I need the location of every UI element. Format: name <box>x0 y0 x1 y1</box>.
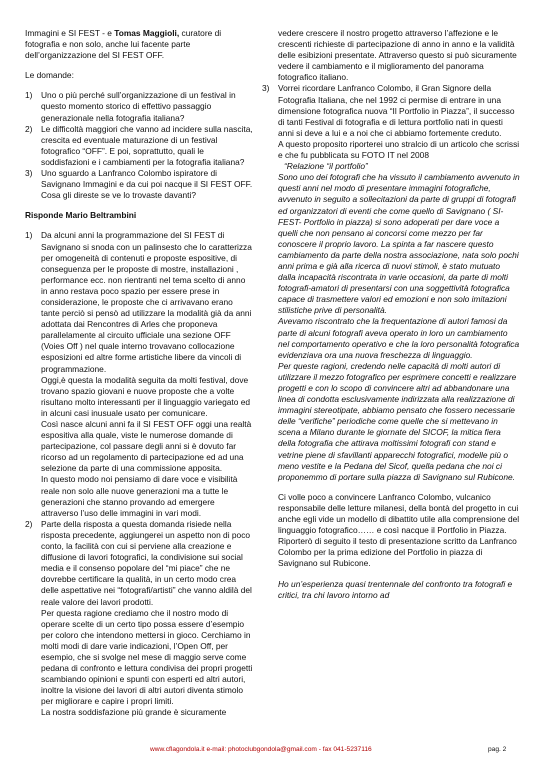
intro-post: curatore di fotografia e non solo, anche lui facente parte dell’organizzazione del SI FEST OFF. <box>25 28 222 61</box>
quote-paragraph: Avevamo riscontrato che la frequentazione di autori famosi da parte di alcuni fotografi aveva operato in loro un cambiamento nel comportamento operativo e che la loro personalità fotografica evidenziava ora una nuova freschezza di linguaggio. <box>278 316 520 360</box>
answer-1-paragraph: Oggi,è questa la modalità seguita da molti festival, dove trovano spazio giovani e nuove proposte che a volte risultano molto interessanti per il linguaggio variegato ed in alcuni casi inusuale usato per comunicare. <box>41 374 251 418</box>
quote-paragraph: Per queste ragioni, credendo nelle capacità di molti autori di utilizzare il mezzo fotografico per esprimere concetti e realizzare progetti e con lo scopo di convincere altri ad abbandonare una linea di condotta esclusivamente indirizzata alla realizzazione di immagini stereotipate, abbiamo pensato che fossero necessarie delle “verifiche” periodiche come quelle che si mettevano in scena a Milano durante le giornate del SICOF, la mitica fiera della fotografia che attirava moltissimi fotografi con stand e vetrine piene di sfavillanti apparecchi fotografici, modelle più o meno vestite e la Pedana del Sicof, quella pedana che noi ci proponemmo di portare sulla piazza di Savignano sul Rubicone. <box>278 360 517 482</box>
questions-heading: Le domande: <box>25 70 74 81</box>
final-quote: Ho un’esperienza quasi trentennale del confronto tra fotografi e critici, tra chi lavoro intorno ad <box>278 578 513 600</box>
question-2: 2) Le difficoltà maggiori che vanno ad incidere sulla nascita, crescita ed eventuale maturazione di un festival fotografico “OFF”. E poi, soprattutto, quali le soddisfazioni e i cambiamenti per la fotografia italiana? <box>25 123 253 167</box>
answer-1-paragraph: In questo modo noi pensiamo di dare voce e visibilità reale non solo alle nuove generazioni ma a tutte le generazioni che stanno provando ad emergere attraverso l’uso delle immagini in vari modi. <box>41 474 238 518</box>
intro-paragraph <box>25 28 253 61</box>
answer-3-paragraph: Vorrei ricordare Lanfranco Colombo, il Gran Signore della Fotografia Italiana, che nel 1992 ci permise di entrare in una dimensione fotografica nuova “Il Portfolio in Piazza”, il successo di tanti Festival di fotografia e di lettura portfolio nati in questi anni si deve a lui e a noi che ci abbiamo fortemente creduto. <box>278 83 515 138</box>
intro-name: Tomas Maggioli, <box>114 28 180 38</box>
footer-contacts: www.cflagondola.it e-mail: photoclubgondola@gmail.com - fax 041-5237116 <box>150 746 372 753</box>
answer-2: 2) Parte della risposta a questa domanda risiede nella risposta precedente, aggiungerei un aspetto non di poco conto, la facilità con cui si perviene alla creazione e diffusione di lavori fotografici, la condivisione sui social media e il consenso popolare del “mi piace” che ne dovrebbe certificare la qualità, in un certo modo crea delle aspettative nei “fotografi/artisti” che vanno aldilà del reale valore dei lavori prodotti. Per questa ragione crediamo che il nostro modo di operare scelte di un certo tipo possa essere d’esempio per coloro che intendono mettersi in gioco. Cerchiamo in molti modi di dare varie indicazioni, l’Open Off, per esempio, che si svolge nel mese di maggio serve come pedana di confronto e lettura condivisa dei propri progetti scambiando opinioni e spunti con esperti ed altri autori, inoltre la visione dei lavori di altri autori diventa stimolo per migliorare e capire i propri limiti. La nostra soddisfazione più grande è sicuramente <box>25 518 253 718</box>
page-number: pag. 2 <box>488 746 507 753</box>
answer-2-paragraph: La nostra soddisfazione più grande è sicuramente <box>41 707 227 718</box>
answer-2-paragraph: Parte della risposta a questa domanda risiede nella risposta precedente, aggiungerei un aspetto non di poco conto, la facilità con cui si perviene alla creazione e diffusione di lavori fotografici, la condivisione sui social media e il consenso popolare del “mi piace” che ne dovrebbe certificare la qualità, in un certo modo crea delle aspettative nei “fotografi/artisti” che vanno aldilà del reale valore dei lavori prodotti. <box>41 518 252 607</box>
question-1: 1) Uno o più perché sull’organizzazione di un festival in questo momento storico di effettivo passaggio generazionale nella fotografia italiana? <box>25 90 236 123</box>
question-3: 3) Uno sguardo a Lanfranco Colombo ispiratore di Savignano Immagini e da cui poi nacque il SI FEST OFF. Cosa gli direste se ve lo trovaste davanti? <box>25 168 253 201</box>
answers-heading: Risponde Mario Beltrambini <box>25 210 137 221</box>
answer-1: 1) Da alcuni anni la programmazione del SI FEST di Savignano si snoda con un palinsesto che lo caratterizza per omogeneità di contenuti e proposte espositive, di conseguenza per le proposte di mostre, installazioni , performance ecc. non rientranti nel tema scelto di anno in anno restava poco spazio per essere prese in considerazione, le proposte che ci arrivavano erano tante perciò si pensò ad utilizzare la modalità già da anni adottata dai Rencontres di Arles che proponeva parallelamente al circuito ufficiale una sezione OFF (Voies Off ) nel quale interno trovavano collocazione esposizioni ed altre forme artistiche libere da vincoli di programmazione. Oggi,è questa la modalità seguita da molti festival, dove trovano spazio giovani e nuove proposte che a volte risultano molto interessanti per il linguaggio variegato ed in alcuni casi inusuale usato per comunicare. Così nasce alcuni anni fa il SI FEST OFF oggi una realtà espositiva alla quale, viste le numerose domande di partecipazione, col passare degli anni si è dovuto far ricorso ad un regolamento di partecipazione ed ad una selezione da parte di una commissione apposita. In questo modo noi pensiamo di dare voce e visibilità reale non solo alle nuove generazioni ma a tutte le generazioni che stanno provando ad emergere attraverso l’uso delle immagini in vari modi. <box>25 230 252 518</box>
intro-pre: Immagini e SI FEST - e <box>25 28 115 38</box>
answer-1-paragraph: Così nasce alcuni anni fa il SI FEST OFF oggi una realtà espositiva alla quale, viste le numerose domande di partecipazione, col passare degli anni si è dovuto far ricorso ad un regolamento di partecipazione ed ad una selezione da parte di una commissione apposita. <box>41 419 252 474</box>
answer-3-paragraph: A questo proposito riporterei uno stralcio di un articolo che scrissi e che fu pubblicata su FOTO IT nel 2008 <box>278 138 520 161</box>
closing-text <box>262 492 520 570</box>
quote-title: “Relazione “il portfolio” <box>284 161 368 172</box>
answer-3: 3) Vorrei ricordare Lanfranco Colombo, il Gran Signore della Fotografia Italiana, che nel 1992 ci permise di entrare in una dimensione fotografica nuova “Il Portfolio in Piazza”, il successo di tanti Festival di fotografia e di lettura portfolio nati in questi anni si deve a lui e a noi che ci abbiamo fortemente creduto. A questo proposito riporterei uno stralcio di un articolo che scrissi e che fu pubblicata su FOTO IT nel 2008 <box>262 83 520 161</box>
article-quote <box>262 161 520 483</box>
closing-paragraph: Ci volle poco a convincere Lanfranco Colombo, vulcanico responsabile delle letture milanesi, della bontà del progetto in cui anche egli vide un modello di dibattito utile alla comprensione del linguaggio fotografico…… e così nacque il Portfolio in Piazza. <box>278 491 520 536</box>
answer-2-continuation: vedere crescere il nostro progetto attraverso l’affezione e le crescenti richieste di partecipazione di anno in anno e la validità delle esibizioni presentate. Attraverso questo si può sicuramente vedere il cambiamento e il miglioramento del panorama fotografico italiano. <box>278 28 517 83</box>
quote-paragraph: Sono uno dei fotografi che ha vissuto il cambiamento avvenuto in questi anni nel modo di presentare immagini fotografiche, avvenuto in seguito a sollecitazioni da parte di gruppi di fotografi ed organizzatori di eventi che come quello di Savignano ( SI-FEST- Portfolio in piazza) si sono adoperati per dare voce a quelli che non pensano ai concorsi come mezzo per far conoscere il proprio lavoro. La spinta a far nascere questo cambiamento da parte della nostra associazione, nata solo pochi anni prima e già alla ricerca di nuovi stimoli, è stato mutuato dalla incapacità riscontrata in varie occasioni, da parte di molti fotografi-amatori di presentarsi con una soggettività fotografica capace di trasmettere valori ed emozioni e non solo imitazioni stilistiche prive di personalità. <box>278 172 520 316</box>
closing-paragraph: Riporterò di seguito il testo di presentazione scritto da Lanfranco Colombo per la prima edizione del Portfolio in piazza di Savignano sul Rubicone. <box>278 536 517 569</box>
answer-2-paragraph: Per questa ragione crediamo che il nostro modo di operare scelte di un certo tipo possa essere d’esempio per coloro che intendono mettersi in gioco. Cerchiamo in molti modi di dare varie indicazioni, l’Open Off, per esempio, che si svolge nel mese di maggio serve come pedana di confronto e lettura condivisa dei propri progetti scambiando opinioni e spunti con esperti ed altri autori, inoltre la visione dei lavori di altri autori diventa stimolo per migliorare e capire i propri limiti. <box>41 607 253 707</box>
left-column <box>25 28 253 719</box>
right-column <box>262 28 520 601</box>
answer-1-paragraph: Da alcuni anni la programmazione del SI FEST di Savignano si snoda con un palinsesto che lo caratterizza per omogeneità di contenuti e proposte espositive, di conseguenza per le proposte di mostre, installazioni , performance ecc. non rientranti nel tema scelto di anno in anno restava poco spazio per essere prese in considerazione, le proposte che ci arrivavano erano tante perciò si pensò ad utilizzare la modalità già da anni adottata dai Rencontres di Arles che proponeva parallelamente al circuito ufficiale una sezione OFF (Voies Off ) nel quale interno trovavano collocazione esposizioni ed altre forme artistiche libere da vincoli di programmazione. <box>41 230 252 374</box>
